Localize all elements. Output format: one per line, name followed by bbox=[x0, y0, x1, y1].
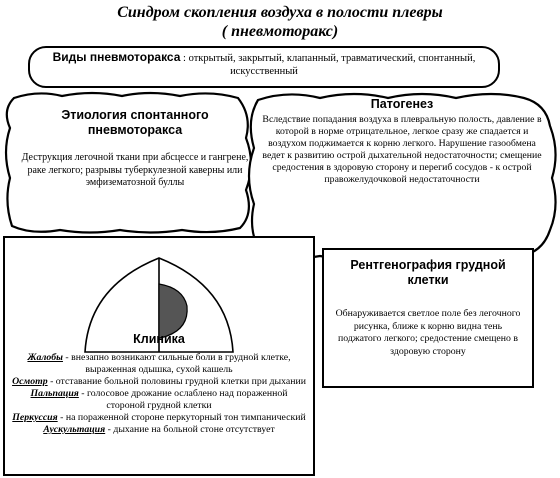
clinic-item-complaints: Жалобы - внезапно возникают сильные боли в грудной клетке, выраженная одышка, сухой кашель bbox=[27, 352, 291, 375]
clinic-item-inspection: Осмотр - отставание больной половины грудной клетки при дыхании bbox=[12, 376, 306, 387]
types-box bbox=[28, 46, 500, 88]
types-text: : открытый, закрытый, клапанный, травматический, спонтанный, искусственный bbox=[180, 53, 476, 77]
pathogenesis-text: Вследствие попадания воздуха в плевральную полость, давление в которой в норме отрицательное, легкое сразу же спадается и воздухом поджимается к корню легкого. Нарушение газообмена ведет к развитию острой дыхательной недостаточности; смещение средостения в здоровую сторону и перегиб сосудов - к острой правожелудочковой недостаточности bbox=[262, 114, 542, 185]
xray-box bbox=[322, 248, 534, 388]
xray-text: Обнаруживается светлое поле без легочного рисунка, ближе к корню видна тень поджатого легкого; средостение смещено в здоровую сторону bbox=[335, 308, 521, 357]
pathogenesis-heading: Патогенез bbox=[370, 97, 434, 111]
types-heading: Виды пневмоторакса bbox=[52, 50, 181, 64]
clinic-findings-list bbox=[11, 352, 307, 436]
etiology-heading-line-1: Этиология спонтанного bbox=[61, 108, 209, 122]
clinic-heading: Клиника bbox=[133, 332, 185, 346]
xray-heading: Рентгенография грудной клетки bbox=[350, 258, 506, 287]
title-line-1: Синдром скопления воздуха в полости плевры bbox=[117, 4, 443, 21]
clinic-item-auscultation: Аускультация - дыхание на больной стоне отсутствует bbox=[43, 424, 275, 435]
etiology-heading-line-2: пневмоторакса bbox=[87, 123, 183, 137]
clinic-item-palpation: Пальпация - голосовое дрожание ослаблено над пораженной стороной грудной клетки bbox=[30, 388, 288, 411]
clinic-item-percussion: Перкуссия - на пораженной стороне перкуторный тон тимпанический bbox=[12, 412, 306, 423]
clinic-box bbox=[3, 236, 315, 476]
etiology-text: Деструкция легочной ткани при абсцессе и гангрене, раке легкого; разрывы туберкулезной каверны или эмфизематозной буллы bbox=[21, 152, 249, 188]
etiology-heading bbox=[20, 108, 250, 138]
etiology-cloud bbox=[0, 90, 260, 235]
page-title bbox=[40, 3, 520, 41]
title-line-2: ( пневмоторакс) bbox=[221, 23, 339, 40]
